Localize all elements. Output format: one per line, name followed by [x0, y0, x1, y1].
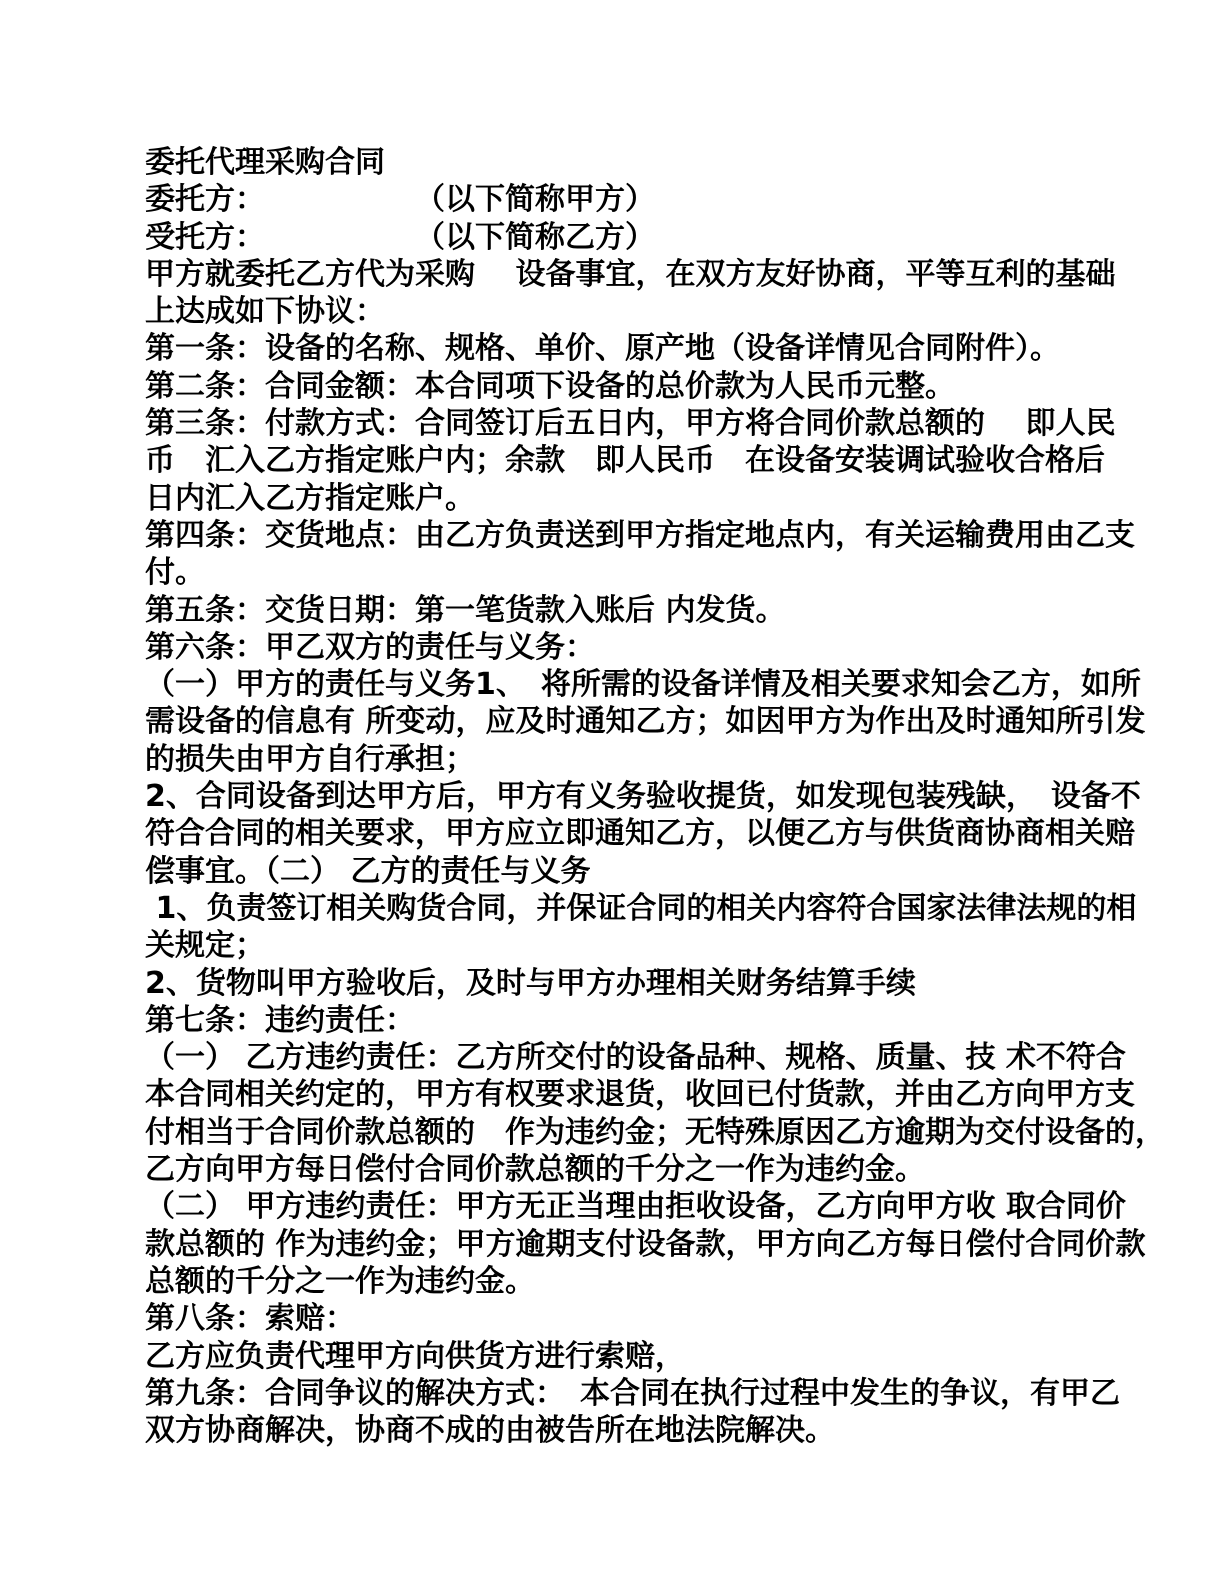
text-line: 关规定；: [145, 928, 265, 964]
document-body: [145, 144, 1165, 1449]
text-line: 2、合同设备到达甲方后，甲方有义务验收提货，如发现包装残缺， 设备不: [145, 779, 1141, 815]
text-line: 第九条：合同争议的解决方式： 本合同在执行过程中发生的争议，有甲乙: [145, 1375, 1120, 1411]
text-line: 第六条：甲乙双方的责任与义务：: [145, 629, 595, 665]
text-line: 乙方向甲方每日偿付合同价款总额的千分之一作为违约金。: [145, 1152, 925, 1188]
text-line: 第三条：付款方式：合同签订后五日内，甲方将合同价款总额的 即人民: [145, 406, 1116, 442]
text-line: 第七条：违约责任：: [145, 1002, 415, 1038]
text-line: 付。: [145, 555, 205, 591]
text-line: （二） 甲方违约责任：甲方无正当理由拒收设备，乙方向甲方收 取合同价: [145, 1189, 1126, 1225]
text-line: 乙方应负责代理甲方向供货方进行索赔，: [145, 1338, 685, 1374]
text-line: 款总额的 作为违约金；甲方逾期支付设备款，甲方向乙方每日偿付合同价款: [145, 1226, 1146, 1262]
text-line: 本合同相关约定的，甲方有权要求退货，收回已付货款，并由乙方向甲方支: [145, 1077, 1135, 1113]
text-line: 甲方就委托乙方代为采购 设备事宜，在双方友好协商，平等互利的基础: [145, 256, 1116, 292]
text-line: 偿事宜。（二） 乙方的责任与义务: [145, 853, 591, 889]
text-line: 总额的千分之一作为违约金。: [145, 1263, 535, 1299]
text-line: 第四条：交货地点：由乙方负责送到甲方指定地点内，有关运输费用由乙支: [145, 517, 1135, 553]
text-line: 符合合同的相关要求，甲方应立即通知乙方，以便乙方与供货商协商相关赔: [145, 816, 1135, 852]
document-page: [145, 144, 1165, 1449]
text-line: 委托方： （以下简称甲方）: [145, 182, 655, 218]
text-line: 币 汇入乙方指定账户内；余款 即人民币 在设备安装调试验收合格后: [145, 443, 1105, 479]
text-line: （一） 乙方违约责任：乙方所交付的设备品种、规格、质量、技 术不符合: [145, 1040, 1126, 1076]
text-line: 第八条：索赔：: [145, 1301, 355, 1337]
document-title: 委托代理采购合同: [145, 145, 385, 180]
text-line: 上达成如下协议：: [145, 294, 385, 330]
text-line: （一）甲方的责任与义务1、 将所需的设备详情及相关要求知会乙方，如所: [145, 667, 1141, 703]
text-line: 第一条：设备的名称、规格、单价、原产地（设备详情见合同附件）。: [145, 331, 1060, 367]
text-line: 日内汇入乙方指定账户。: [145, 480, 475, 516]
text-line: 受托方： （以下简称乙方）: [145, 219, 655, 255]
text-line: 2、货物叫甲方验收后，及时与甲方办理相关财务结算手续: [145, 965, 916, 1001]
text-line: 需设备的信息有 所变动，应及时通知乙方；如因甲方为作出及时通知所引发: [145, 704, 1146, 740]
text-line: 双方协商解决，协商不成的由被告所在地法院解决。: [145, 1413, 835, 1449]
text-line: 第五条：交货日期：第一笔货款入账后 内发货。: [145, 592, 786, 628]
text-line: 1、负责签订相关购货合同，并保证合同的相关内容符合国家法律法规的相: [145, 890, 1137, 926]
text-line: 付相当于合同价款总额的 作为违约金；无特殊原因乙方逾期为交付设备的，: [145, 1114, 1165, 1150]
text-line: 的损失由甲方自行承担；: [145, 741, 475, 777]
text-line: 第二条：合同金额：本合同项下设备的总价款为人民币元整。: [145, 368, 955, 404]
